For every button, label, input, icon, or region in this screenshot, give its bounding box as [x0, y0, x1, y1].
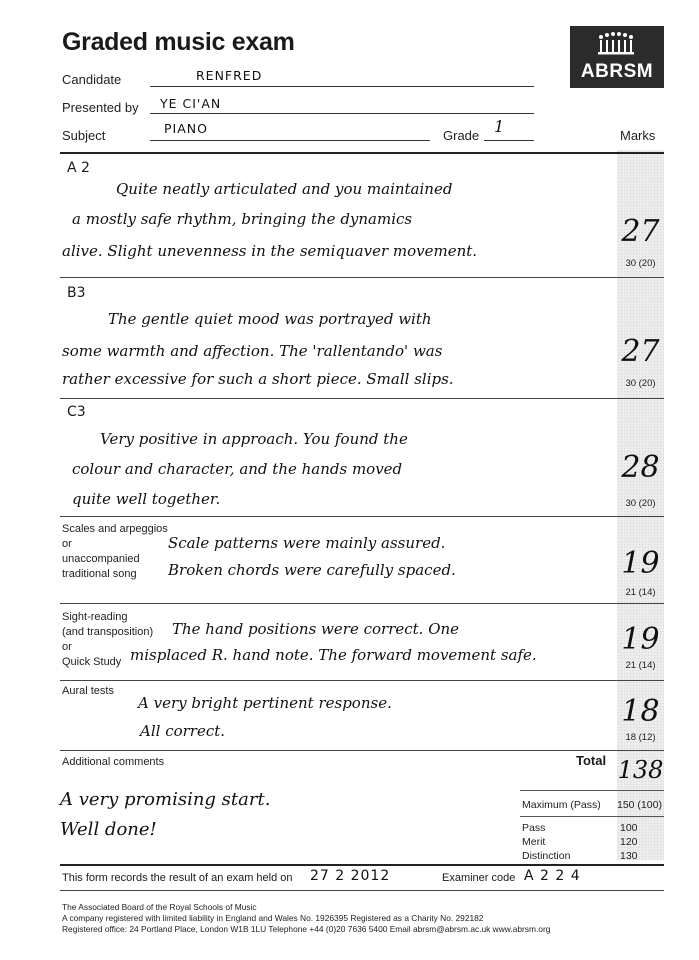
- additional-comment-1: A very promising start.: [60, 789, 271, 810]
- maximum-pass-value: 150 (100): [617, 799, 662, 811]
- section-c-comment-1: Very positive in approach. You found the: [100, 430, 408, 448]
- section-b-max: 30 (20): [625, 378, 656, 389]
- section-b-label: B3: [67, 285, 86, 301]
- section-a-max: 30 (20): [625, 258, 656, 269]
- maximum-pass-label: Maximum (Pass): [522, 799, 601, 811]
- page-title: Graded music exam: [62, 28, 295, 56]
- exam-date: 27 2 2012: [310, 868, 391, 884]
- scales-comment-2: Broken chords were carefully spaced.: [168, 561, 456, 579]
- subject-label: Subject: [62, 128, 106, 143]
- examiner-value: A 2 2 4: [524, 868, 581, 884]
- candidate-label: Candidate: [62, 72, 122, 87]
- record-text: This form records the result of an exam held on: [62, 872, 293, 884]
- subject-value: PIANO: [164, 121, 208, 136]
- additional-comments-label: Additional comments: [62, 756, 165, 768]
- marks-label: Marks: [620, 128, 656, 143]
- section-a-comment-2: a mostly safe rhythm, bringing the dynamics: [72, 210, 413, 228]
- section-c-mark: 28: [621, 450, 660, 485]
- section-c-label: C3: [67, 404, 86, 420]
- section-b-comment-2: some warmth and affection. The 'rallentando' was: [62, 342, 443, 360]
- scales-mark: 19: [621, 546, 660, 581]
- scales-label: Scales and arpeggios or unaccompanied traditional song: [62, 523, 168, 580]
- scales-comment-1: Scale patterns were mainly assured.: [168, 534, 446, 552]
- footer: The Associated Board of the Royal Schools of Music A company registered with limited liability in England and Wales No. 1926395 Registered as a Charity No. 292182 Registered office: 24 Portland Place, London W1B 1LU Telephone +44 (0)20 7636 5400 Email abrsm@abrsm.ac.uk www.abrsm.org: [62, 902, 551, 934]
- section-c-max: 30 (20): [625, 498, 656, 509]
- crown-icon: [594, 30, 640, 58]
- scales-max: 21 (14): [625, 587, 656, 598]
- section-b-comment-1: The gentle quiet mood was portrayed with: [108, 310, 432, 328]
- section-a-label: A 2: [67, 160, 90, 176]
- presented-value: YE CI'AN: [160, 96, 222, 111]
- aural-mark: 18: [621, 694, 660, 729]
- examiner-label: Examiner code: [442, 872, 516, 884]
- section-c-comment-2: colour and character, and the hands moved: [72, 460, 403, 478]
- section-c-comment-3: quite well together.: [72, 490, 221, 508]
- sight-comment-1: The hand positions were correct. One: [172, 620, 460, 638]
- total-label: Total: [576, 753, 607, 768]
- abrsm-logo: [570, 26, 664, 88]
- section-a-mark: 27: [621, 214, 660, 249]
- presented-label: Presented by: [62, 100, 139, 115]
- additional-comment-2: Well done!: [60, 819, 157, 840]
- section-a-comment-3: alive. Slight unevenness in the semiquaver movement.: [62, 242, 478, 260]
- logo-text: ABRSM: [580, 61, 654, 82]
- section-a-comment-1: Quite neatly articulated and you maintained: [116, 180, 453, 198]
- grade-value: 1: [494, 117, 505, 136]
- aural-comment-2: All correct.: [140, 722, 226, 740]
- sight-reading-label: Sight-reading (and transposition) or Quick Study: [62, 611, 154, 668]
- aural-comment-1: A very bright pertinent response.: [138, 694, 392, 712]
- total-mark: 138: [617, 756, 664, 784]
- sight-comment-2: misplaced R. hand note. The forward movement safe.: [130, 646, 537, 664]
- sight-mark: 19: [621, 622, 660, 657]
- section-b-mark: 27: [621, 334, 660, 369]
- sight-max: 21 (14): [625, 660, 656, 671]
- aural-max: 18 (12): [625, 732, 656, 743]
- thresholds-values: 100 120 130: [620, 822, 638, 862]
- grade-label: Grade: [443, 128, 480, 143]
- section-b-comment-3: rather excessive for such a short piece. Small slips.: [62, 370, 454, 388]
- candidate-value: RENFRED: [196, 68, 263, 83]
- aural-label: Aural tests: [62, 685, 114, 697]
- thresholds-labels: Pass Merit Distinction: [522, 822, 571, 862]
